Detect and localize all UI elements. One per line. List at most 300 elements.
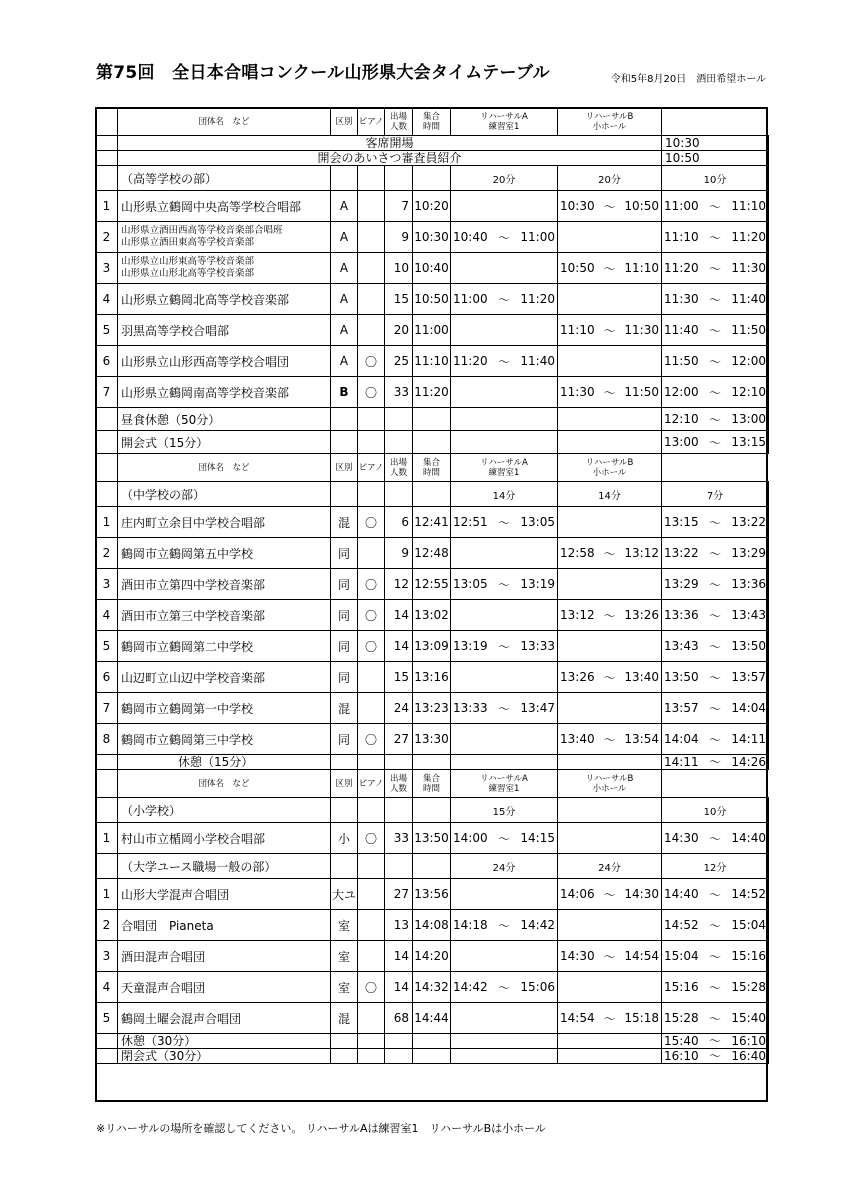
table-row [96,569,769,600]
main-stage [662,1003,769,1034]
tilde: ～ [497,230,510,245]
entry-count: 33 [385,377,413,408]
duration-main: 10分 [662,166,769,191]
entry-no: 2 [96,538,118,569]
entry-piano: 〇 [358,724,385,755]
main-stage-range [662,353,768,370]
entry-kubun: 同 [331,662,358,693]
end-time: 16:40 [731,1049,766,1063]
main-stage [662,507,769,538]
table-row [96,1003,769,1034]
main-stage-range [662,917,768,934]
blank [385,166,413,191]
end-time: 15:06 [520,980,555,994]
blank [558,408,662,431]
entry-gather: 13:56 [413,879,451,910]
entry-name-2: 山形県立酒田東高等学校音楽部 [121,237,255,248]
header-count-2: 人数 [389,121,407,132]
entry-name: 羽黒高等学校合唱部 [118,315,331,346]
start-time: 13:43 [664,639,699,653]
header-rehearsal-b [558,770,662,798]
rehearsal-b [558,538,662,569]
duration-main: 10分 [662,798,769,823]
entry-kubun: A [331,315,358,346]
end-time: 13:57 [731,670,766,684]
entry-kubun: 室 [331,941,358,972]
main-stage-range [662,607,768,624]
entry-name: 山形県立山形西高等学校合唱団 [118,346,331,377]
entry-kubun: 同 [331,600,358,631]
blank [331,755,358,770]
start-time: 13:50 [664,670,699,684]
header-reh-b-2: 小ホール [592,783,627,794]
break-time [662,1034,769,1049]
header-reh-a-1: リハーサルA [480,457,528,468]
rehearsal-a [451,222,558,253]
start-time: 12:10 [664,412,699,426]
tilde: ～ [603,323,616,338]
entry-name: 酒田市立第四中学校音楽部 [118,569,331,600]
entry-piano [358,315,385,346]
table-row [96,284,769,315]
rehearsal-a [451,377,558,408]
entry-name: 山形大学混声合唱団 [118,879,331,910]
seat-open-time: 10:30 [662,136,769,151]
end-time: 12:00 [731,354,766,368]
entry-gather: 13:02 [413,600,451,631]
header-row [96,108,769,136]
start-time: 11:00 [664,199,699,213]
header-no [96,454,118,482]
entry-kubun: 混 [331,1003,358,1034]
entry-count: 24 [385,693,413,724]
end-time: 13:33 [520,639,555,653]
entry-name: 酒田市立第三中学校音楽部 [118,600,331,631]
blank [96,136,118,151]
entry-name: 庄内町立余目中学校合唱部 [118,507,331,538]
seat-open-label: 客席開場 [118,136,662,151]
table-row [96,507,769,538]
header-row [96,454,769,482]
entry-piano: 〇 [358,631,385,662]
end-time: 13:15 [731,435,766,449]
tilde: ～ [708,292,721,307]
header-count [385,454,413,482]
blank [451,755,558,770]
rehearsal-b-range [558,198,661,215]
entry-count: 13 [385,910,413,941]
end-time: 14:42 [520,918,555,932]
duration-a: 14分 [451,482,558,507]
end-time: 11:50 [624,385,659,399]
rehearsal-b [558,724,662,755]
tilde: ～ [708,385,721,400]
entry-count: 27 [385,724,413,755]
rehearsal-a-range [451,576,557,593]
main-stage [662,222,769,253]
blank [413,166,451,191]
entry-count: 14 [385,600,413,631]
entry-name-1: 山形県立山形東高等学校音楽部 [121,256,255,267]
main-stage-range [662,700,768,717]
header-reh-b-1: リハーサルB [585,111,634,122]
header-reh-a-2: 練習室1 [488,467,520,478]
rehearsal-a [451,724,558,755]
break-row [96,1034,769,1049]
header-no [96,108,118,136]
tilde: ～ [497,980,510,995]
rehearsal-a-range [451,229,557,246]
blank [358,1034,385,1049]
rehearsal-b-range [558,669,661,686]
entry-no: 5 [96,631,118,662]
break-label: 閉会式（30分） [118,1049,331,1064]
tilde: ～ [497,292,510,307]
rehearsal-a-range [451,700,557,717]
rehearsal-b [558,346,662,377]
header-rehearsal-a [451,454,558,482]
blank [358,431,385,454]
entry-kubun: 同 [331,631,358,662]
break-label: 開会式（15分） [118,431,331,454]
end-time: 14:04 [731,701,766,715]
table-row [96,879,769,910]
entry-kubun: A [331,346,358,377]
header-no [96,770,118,798]
entry-piano [358,941,385,972]
entry-no: 7 [96,693,118,724]
blank [331,431,358,454]
end-time: 11:40 [520,354,555,368]
rehearsal-b-range [558,731,661,748]
end-time: 15:16 [731,949,766,963]
entry-gather: 10:50 [413,284,451,315]
entry-piano [358,879,385,910]
header-name: 団体名 など [118,770,331,798]
entry-name [118,222,331,253]
tilde: ～ [708,546,721,561]
entry-gather: 13:16 [413,662,451,693]
tilde: ～ [708,918,721,933]
main-stage-range [662,384,768,401]
start-time: 11:10 [560,323,595,337]
section-row [96,798,769,823]
entry-piano: 〇 [358,569,385,600]
start-time: 14:52 [664,918,699,932]
entry-name-1: 山形県立酒田西高等学校音楽部合唱班 [121,225,283,236]
blank [385,1049,413,1064]
header-count [385,770,413,798]
blank [385,854,413,879]
tilde: ～ [708,755,721,769]
start-time: 11:40 [664,323,699,337]
end-time: 11:10 [731,199,766,213]
end-time: 13:00 [731,412,766,426]
start-time: 13:26 [560,670,595,684]
entry-gather: 11:10 [413,346,451,377]
tilde: ～ [708,354,721,369]
header-reh-b-1: リハーサルB [585,457,634,468]
main-stage [662,569,769,600]
start-time: 12:51 [453,515,488,529]
main-stage [662,315,769,346]
break-row [96,1049,769,1064]
duration-main: 7分 [662,482,769,507]
section-row [96,854,769,879]
entry-count: 6 [385,507,413,538]
entry-count: 14 [385,941,413,972]
section-title: （高等学校の部） [118,166,331,191]
table-row [96,941,769,972]
main-stage [662,724,769,755]
main-stage [662,377,769,408]
end-time: 13:26 [624,608,659,622]
tilde: ～ [708,577,721,592]
blank [96,431,118,454]
blank [358,854,385,879]
rehearsal-a [451,823,558,854]
entry-count: 9 [385,222,413,253]
main-stage-range [662,545,768,562]
main-stage [662,538,769,569]
tilde: ～ [497,577,510,592]
rehearsal-a [451,253,558,284]
entry-count: 15 [385,284,413,315]
main-stage [662,823,769,854]
tilde: ～ [708,949,721,964]
main-stage-range [662,830,768,847]
opening-row [96,136,769,151]
end-time: 11:00 [520,230,555,244]
break-label: 休憩（30分） [118,1034,331,1049]
blank [451,1049,558,1064]
header-count-1: 出場 [389,773,407,784]
end-time: 13:40 [624,670,659,684]
rehearsal-b [558,507,662,538]
start-time: 14:30 [560,949,595,963]
entry-gather: 14:44 [413,1003,451,1034]
blank [558,431,662,454]
start-time: 14:18 [453,918,488,932]
rehearsal-a [451,910,558,941]
duration-a: 20分 [451,166,558,191]
end-time: 16:10 [731,1034,766,1048]
blank [413,1034,451,1049]
entry-kubun: A [331,253,358,284]
table-row [96,222,769,253]
start-time: 15:04 [664,949,699,963]
end-time: 14:52 [731,887,766,901]
blank [331,1049,358,1064]
entry-name: 山形県立鶴岡南高等学校音楽部 [118,377,331,408]
rehearsal-b [558,253,662,284]
header-reh-b-1: リハーサルB [585,773,634,784]
duration-a: 24分 [451,854,558,879]
tilde: ～ [708,1011,721,1026]
header-reh-b-2: 小ホール [592,467,627,478]
header-count [385,108,413,136]
entry-name [118,253,331,284]
start-time: 13:29 [664,577,699,591]
end-time: 13:29 [731,546,766,560]
section-row [96,482,769,507]
header-gather-1: 集合 [422,457,440,468]
entry-no: 2 [96,222,118,253]
blank [358,166,385,191]
start-time: 11:20 [664,261,699,275]
blank [413,408,451,431]
entry-piano [358,910,385,941]
blank [558,1034,662,1049]
start-time: 14:40 [664,887,699,901]
entry-gather: 13:50 [413,823,451,854]
start-time: 14:54 [560,1011,595,1025]
blank [96,408,118,431]
main-stage-range [662,979,768,996]
rehearsal-b-range [558,322,661,339]
main-stage-range [662,669,768,686]
end-time: 12:10 [731,385,766,399]
break-label: 休憩（15分） [118,755,331,770]
entry-no: 3 [96,253,118,284]
tilde: ～ [603,546,616,561]
header-piano: ピアノ [358,770,385,798]
end-time: 10:50 [624,199,659,213]
section-title: （中学校の部） [118,482,331,507]
main-stage-range [662,322,768,339]
rehearsal-a [451,972,558,1003]
header-name: 団体名 など [118,454,331,482]
tilde: ～ [708,261,721,276]
break-time-range [662,434,768,451]
break-time [662,408,769,431]
blank [96,798,118,823]
rehearsal-b [558,284,662,315]
entry-no: 3 [96,941,118,972]
main-stage-range [662,514,768,531]
blank [558,1049,662,1064]
break-label: 昼食休憩（50分） [118,408,331,431]
header-gather [413,454,451,482]
end-time: 13:54 [624,732,659,746]
entry-gather: 12:55 [413,569,451,600]
entry-no: 1 [96,879,118,910]
end-time: 15:04 [731,918,766,932]
rehearsal-b [558,315,662,346]
table-row [96,972,769,1003]
end-time: 15:28 [731,980,766,994]
main-stage [662,284,769,315]
blank [331,166,358,191]
end-time: 15:18 [624,1011,659,1025]
entry-gather: 14:08 [413,910,451,941]
tilde: ～ [708,412,721,427]
entry-no: 5 [96,1003,118,1034]
end-time: 13:47 [520,701,555,715]
header-count-2: 人数 [389,467,407,478]
main-stage-range [662,229,768,246]
start-time: 14:11 [664,755,699,769]
break-time [662,431,769,454]
header-piano: ピアノ [358,454,385,482]
entry-kubun: 大ユ [331,879,358,910]
main-stage [662,346,769,377]
end-time: 14:15 [520,831,555,845]
start-time: 12:00 [664,385,699,399]
rehearsal-b [558,972,662,1003]
blank [331,1034,358,1049]
main-stage [662,631,769,662]
entry-piano [358,1003,385,1034]
entry-kubun: 混 [331,693,358,724]
end-time: 11:20 [520,292,555,306]
entry-count: 15 [385,662,413,693]
rehearsal-a-range [451,917,557,934]
entry-gather: 14:32 [413,972,451,1003]
blank [358,408,385,431]
main-stage-range [662,948,768,965]
blank [385,1034,413,1049]
entry-name: 山形県立鶴岡北高等学校音楽部 [118,284,331,315]
blank [96,1034,118,1049]
entry-piano: 〇 [358,823,385,854]
main-stage [662,879,769,910]
entry-name: 合唱団 Pianeta [118,910,331,941]
end-time: 13:05 [520,515,555,529]
entry-name-2: 山形県立山形北高等学校音楽部 [121,268,255,279]
entry-kubun: A [331,284,358,315]
start-time: 11:10 [664,230,699,244]
entry-piano [358,191,385,222]
rehearsal-b-range [558,545,661,562]
main-stage-range [662,731,768,748]
opening-row [96,151,769,166]
rehearsal-b [558,662,662,693]
blank [358,482,385,507]
entry-piano [358,253,385,284]
rehearsal-a [451,941,558,972]
entry-no: 3 [96,569,118,600]
header-piano: ピアノ [358,108,385,136]
end-time: 13:19 [520,577,555,591]
entry-name: 天童混声合唱団 [118,972,331,1003]
entry-piano: 〇 [358,600,385,631]
rehearsal-b [558,377,662,408]
entry-name: 鶴岡市立鶴岡第五中学校 [118,538,331,569]
blank [331,408,358,431]
table-row [96,662,769,693]
blank [96,166,118,191]
break-time-range [662,755,768,769]
end-time: 13:50 [731,639,766,653]
header-name: 団体名 など [118,108,331,136]
header-kubun: 区別 [331,108,358,136]
entry-kubun: 同 [331,538,358,569]
tilde: ～ [708,980,721,995]
entry-name: 山辺町立山辺中学校音楽部 [118,662,331,693]
break-row [96,408,769,431]
header-count-2: 人数 [389,783,407,794]
start-time: 15:40 [664,1034,699,1048]
tilde: ～ [497,515,510,530]
break-row [96,755,769,770]
table-row [96,693,769,724]
tilde: ～ [708,608,721,623]
entry-gather: 13:30 [413,724,451,755]
rehearsal-b [558,1003,662,1034]
tilde: ～ [708,670,721,685]
rehearsal-a-range [451,353,557,370]
